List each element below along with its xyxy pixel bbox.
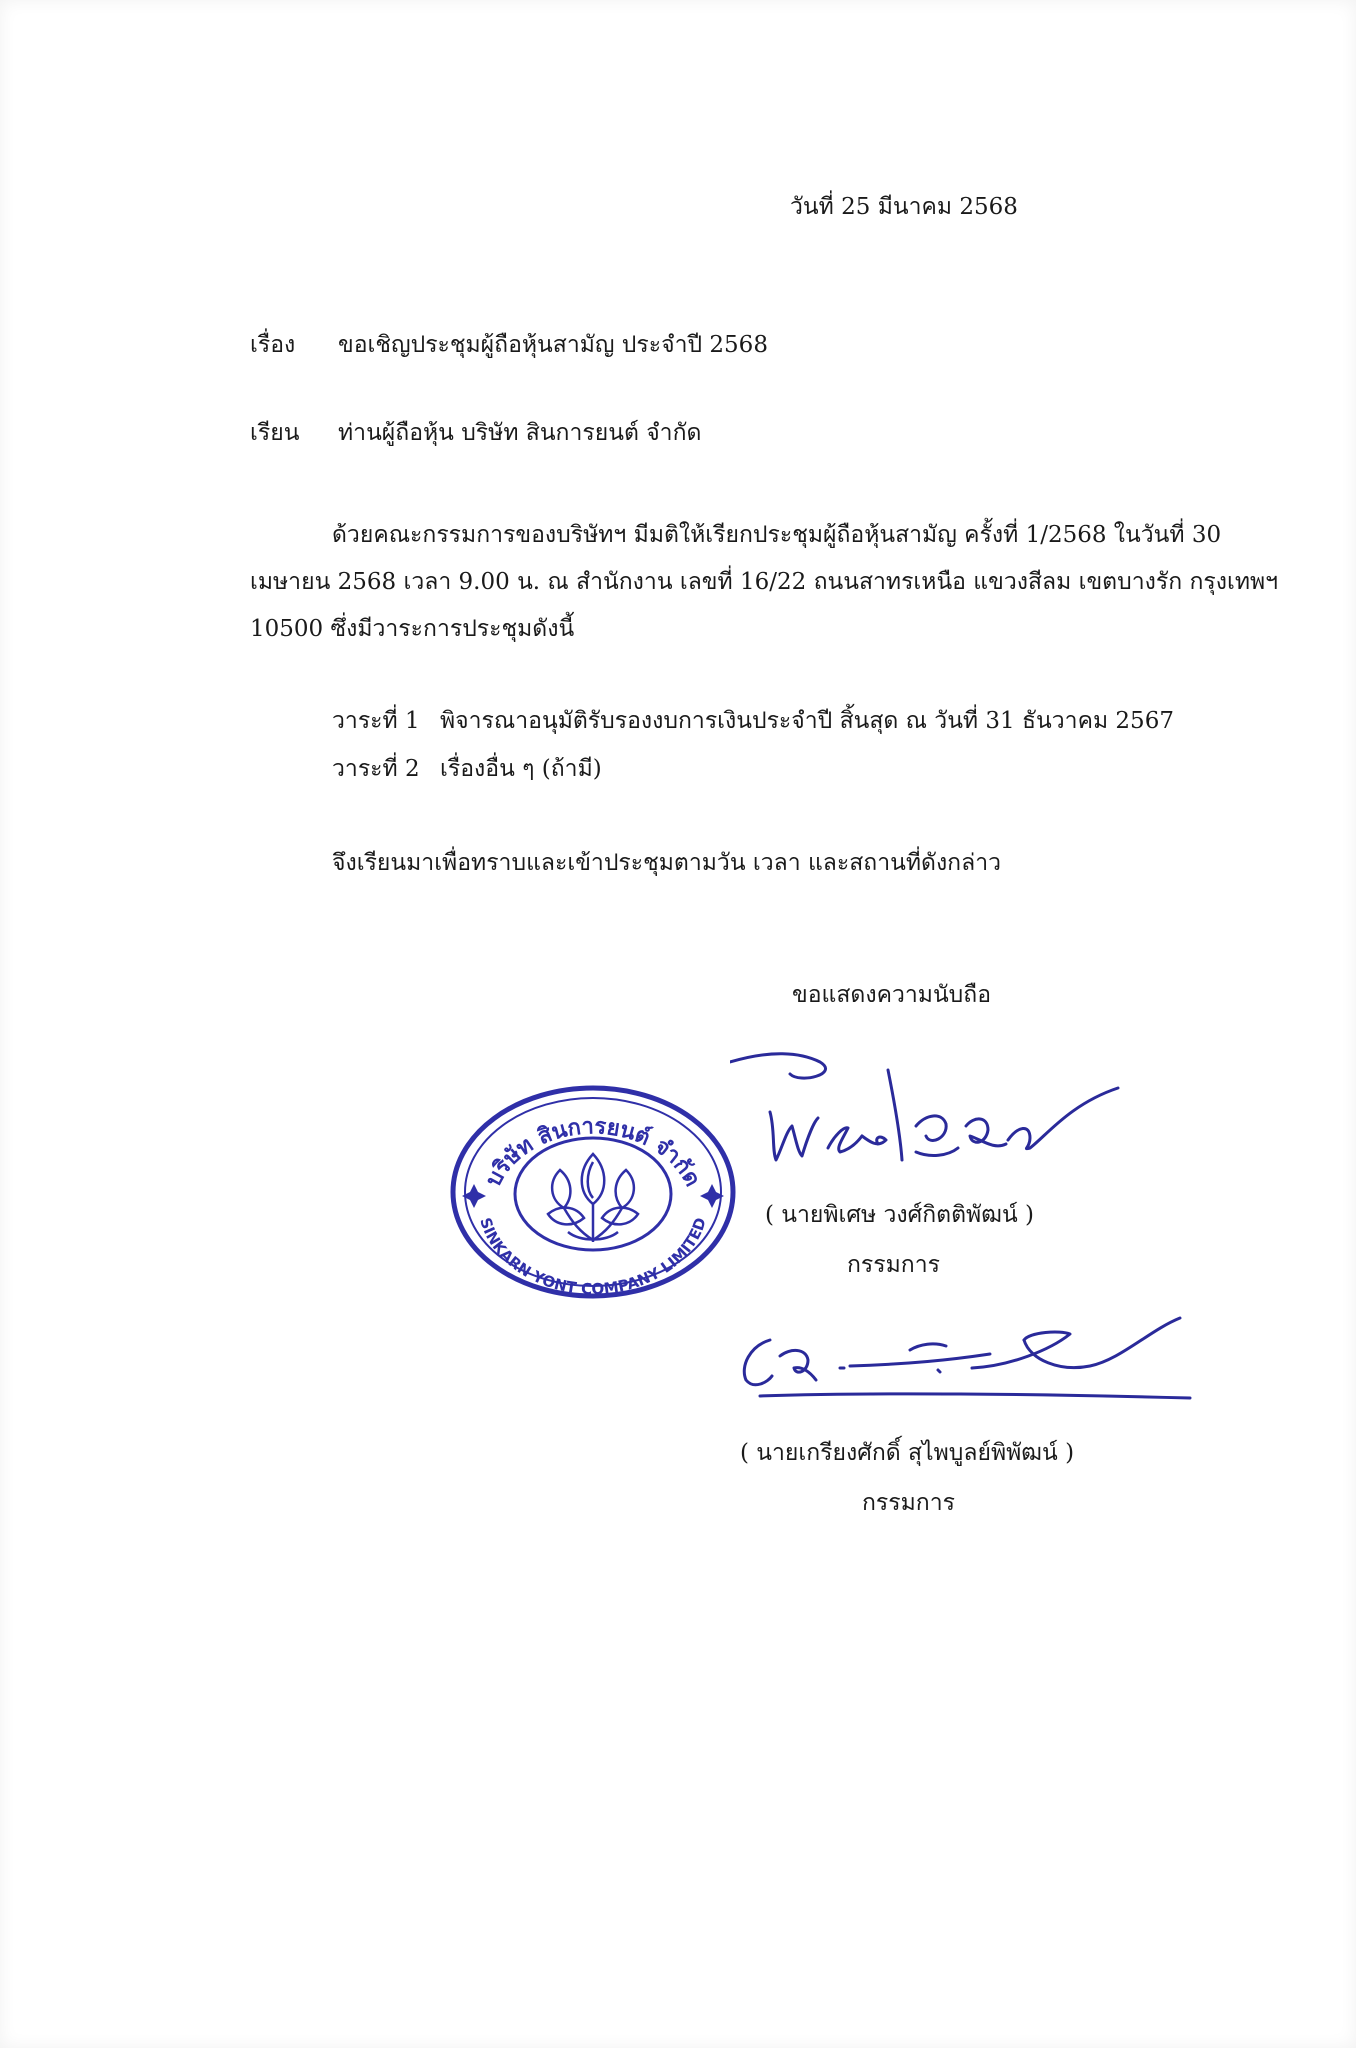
seal-english-text: SINKARN YONT COMPANY LIMITED: [476, 1215, 710, 1299]
signature-image: [710, 1310, 1200, 1420]
salutation-label: เรียน: [250, 420, 300, 446]
letter-date: วันที่ 25 มีนาคม 2568: [790, 194, 1018, 220]
company-seal-stamp: [448, 1082, 738, 1302]
lotus-emblem-icon: [548, 1154, 638, 1242]
subject-label: เรื่อง: [250, 332, 296, 358]
signatory-title: กรรมการ: [862, 1490, 955, 1516]
body-line: ด้วยคณะกรรมการของบริษัทฯ มีมติให้เรียกประชุมผู้ถือหุ้นสามัญ ครั้งที่ 1/2568 ในวันที่ 30: [332, 522, 1222, 548]
subject-text: ขอเชิญประชุมผู้ถือหุ้นสามัญ ประจำปี 2568: [338, 332, 768, 358]
body-line: 10500 ซึ่งมีวาระการประชุมดังนี้: [250, 616, 575, 642]
agenda-item-text: เรื่องอื่น ๆ (ถ้ามี): [440, 756, 602, 782]
agenda-item-label: วาระที่ 1: [332, 708, 420, 734]
complimentary-close: ขอแสดงความนับถือ: [792, 982, 992, 1008]
signature-image: [730, 1040, 1150, 1190]
agenda-item-text: พิจารณาอนุมัติรับรองงบการเงินประจำปี สิ้นสุด ณ วันที่ 31 ธันวาคม 2567: [440, 708, 1174, 734]
signatory-name: ( นายเกรียงศักดิ์ สุไพบูลย์พิพัฒน์ ): [740, 1440, 1075, 1466]
salutation-text: ท่านผู้ถือหุ้น บริษัท สินการยนต์ จำกัด: [338, 420, 702, 446]
signatory-title: กรรมการ: [847, 1252, 940, 1278]
closing-sentence: จึงเรียนมาเพื่อทราบและเข้าประชุมตามวัน เวลา และสถานที่ดังกล่าว: [332, 850, 1002, 876]
signatory-name: ( นายพิเศษ วงศ์กิตติพัฒน์ ): [765, 1202, 1034, 1228]
body-paragraph: [250, 512, 1279, 653]
seal-thai-text: บริษัท สินการยนต์ จำกัด: [480, 1113, 706, 1191]
body-line: เมษายน 2568 เวลา 9.00 น. ณ สำนักงาน เลขที่ 16/22 ถนนสาทรเหนือ แขวงสีลม เขตบางรัก กรุงเทพฯ: [250, 569, 1279, 595]
agenda-item-label: วาระที่ 2: [332, 756, 420, 782]
